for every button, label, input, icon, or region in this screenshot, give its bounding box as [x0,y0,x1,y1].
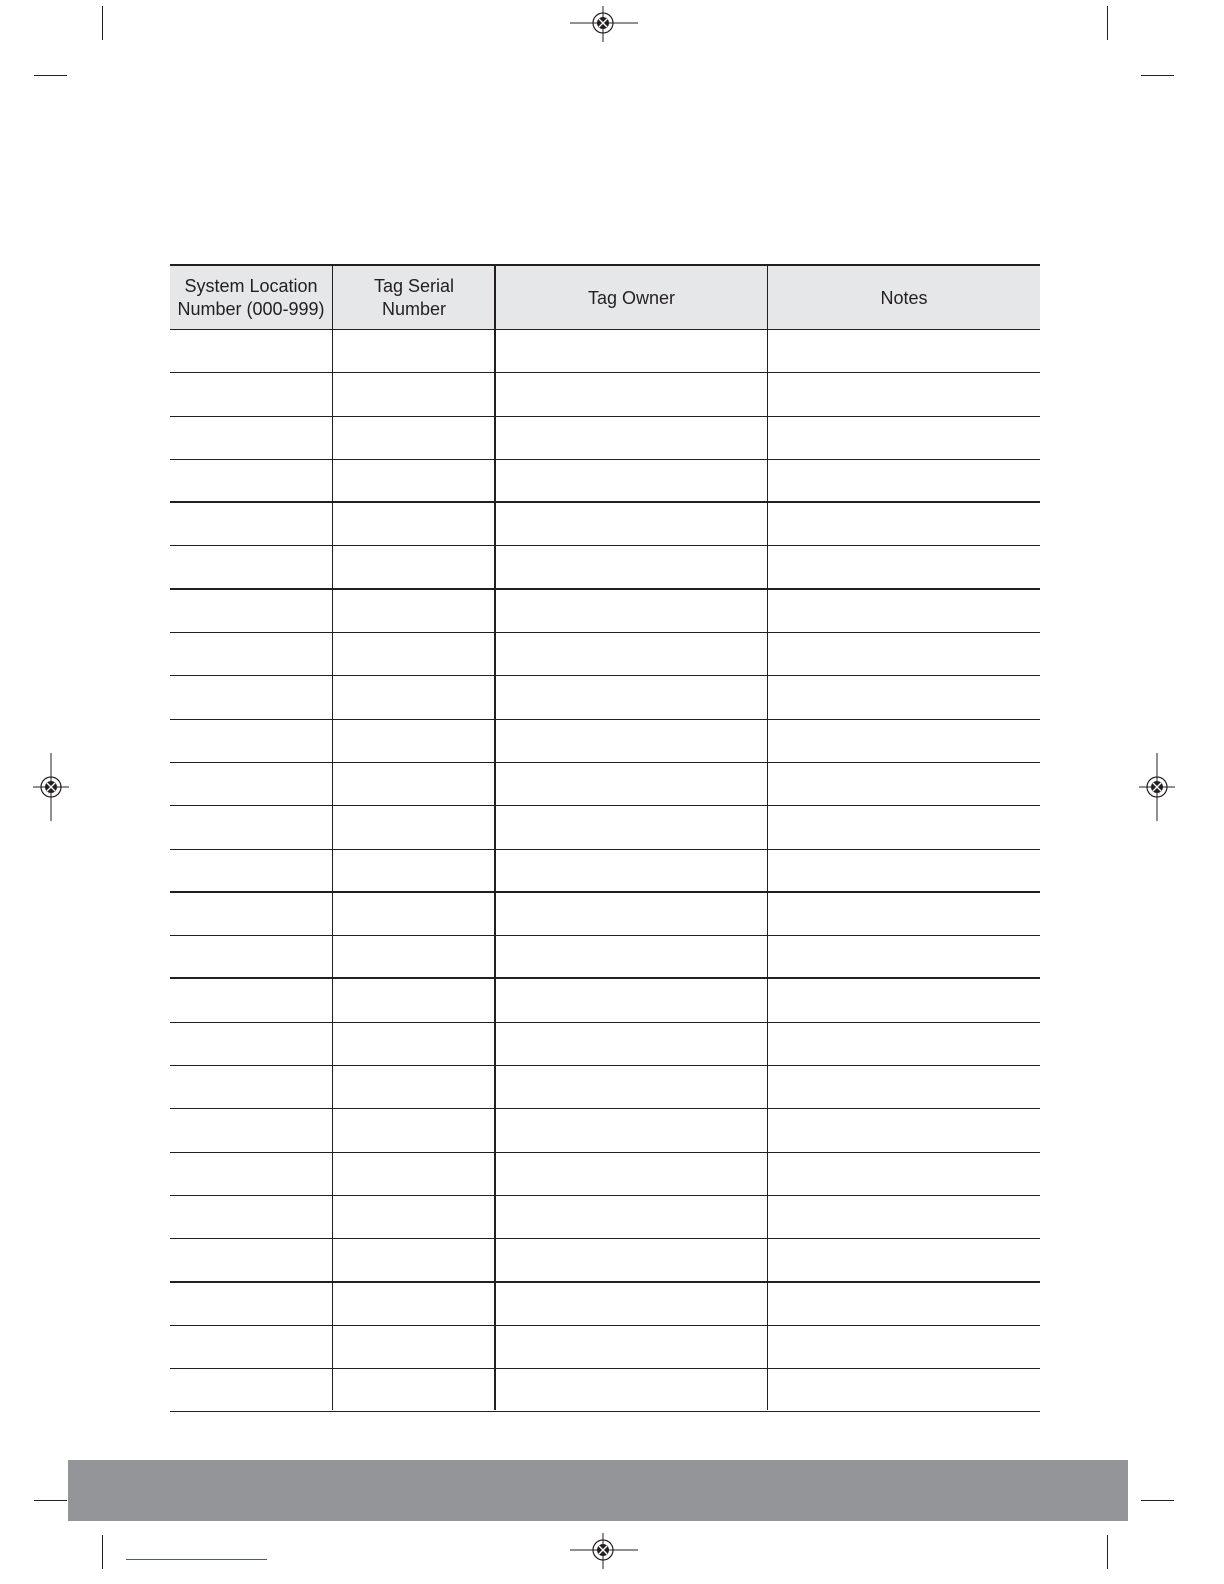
table-cell[interactable] [333,720,495,762]
table-cell[interactable] [768,1153,1040,1195]
table-cell[interactable] [496,850,767,891]
table-cell[interactable] [496,503,767,545]
table-cell[interactable] [768,1239,1040,1280]
table-cell[interactable] [333,979,495,1021]
table-cell[interactable] [333,1369,495,1411]
table-cell[interactable] [170,373,332,415]
table-cell[interactable] [333,936,495,977]
table-cell[interactable] [333,1283,495,1325]
table-row [170,1369,1040,1412]
registration-mark-icon [570,1533,638,1569]
column-header-notes: Notes [880,287,928,308]
column-header-tag-owner: Tag Owner [587,287,676,308]
table-cell[interactable] [170,590,332,632]
table-cell[interactable] [496,1239,767,1280]
table-cell[interactable] [496,1066,767,1108]
table-cell[interactable] [170,330,332,372]
table-row [170,373,1040,416]
table-row [170,720,1040,763]
table-cell[interactable] [768,633,1040,675]
registration-mark-icon [1139,753,1175,821]
table-cell[interactable] [496,720,767,762]
footer-bar [68,1460,1128,1521]
table-cell[interactable] [496,1109,767,1151]
table-cell[interactable] [333,763,495,805]
table-cell[interactable] [333,460,495,501]
table-row [170,1066,1040,1109]
table-cell[interactable] [496,806,767,848]
table-cell[interactable] [333,1326,495,1368]
table-body [170,330,1040,1412]
crop-mark [1141,1500,1174,1501]
table-cell[interactable] [170,979,332,1021]
table-cell[interactable] [496,373,767,415]
table-cell[interactable] [170,720,332,762]
table-cell[interactable] [768,1066,1040,1108]
table-row [170,1283,1040,1326]
table-cell[interactable] [170,1023,332,1065]
table-row [170,1109,1040,1152]
table-cell[interactable] [768,546,1040,587]
table-cell[interactable] [768,720,1040,762]
registration-mark-icon [570,6,638,42]
table-cell[interactable] [170,850,332,891]
table-cell[interactable] [496,1196,767,1238]
table-cell[interactable] [768,590,1040,632]
crop-mark [1107,1535,1108,1569]
table-cell[interactable] [768,936,1040,977]
table-cell[interactable] [333,1066,495,1108]
table-cell[interactable] [496,633,767,675]
table-cell[interactable] [496,1326,767,1368]
table-cell[interactable] [496,893,767,935]
column-divider [767,264,768,1410]
table-cell[interactable] [496,1023,767,1065]
table-cell[interactable] [496,676,767,718]
table-row [170,676,1040,719]
table-cell[interactable] [333,676,495,718]
table-cell[interactable] [768,676,1040,718]
table-cell[interactable] [496,590,767,632]
table-cell[interactable] [496,936,767,977]
table-row [170,330,1040,373]
column-divider [332,264,333,1410]
table-cell[interactable] [333,633,495,675]
table-cell[interactable] [768,1023,1040,1065]
table-cell[interactable] [496,1369,767,1411]
table-cell[interactable] [170,1153,332,1195]
crop-mark [34,75,67,76]
table-row [170,1023,1040,1066]
table-row [170,763,1040,806]
table-row [170,417,1040,460]
table-cell[interactable] [333,590,495,632]
table-row [170,590,1040,633]
table-cell[interactable] [768,1369,1040,1411]
table-cell[interactable] [768,1196,1040,1238]
table-row [170,806,1040,849]
table-cell[interactable] [768,850,1040,891]
table-header [170,264,1040,330]
column-header-system-location: System Location Number (000-999) [177,276,325,319]
table-cell[interactable] [333,850,495,891]
table-cell[interactable] [170,503,332,545]
table-cell[interactable] [768,460,1040,501]
table-cell[interactable] [333,1196,495,1238]
table-cell[interactable] [333,1153,495,1195]
crop-mark [1107,6,1108,40]
table-cell[interactable] [170,1239,332,1280]
crop-mark [102,1535,103,1569]
table-cell[interactable] [170,546,332,587]
table-row [170,633,1040,676]
table-cell[interactable] [496,460,767,501]
link-underline [126,1559,267,1560]
table-cell[interactable] [496,979,767,1021]
table-cell[interactable] [170,633,332,675]
table-cell[interactable] [333,1109,495,1151]
table-cell[interactable] [170,1066,332,1108]
table-cell[interactable] [170,1369,332,1411]
table-row [170,1239,1040,1282]
crop-mark [34,1500,67,1501]
table-cell[interactable] [170,1196,332,1238]
table-cell[interactable] [768,417,1040,459]
table-cell[interactable] [170,676,332,718]
table-cell[interactable] [333,1239,495,1280]
table-cell[interactable] [768,503,1040,545]
table-row [170,979,1040,1022]
table-cell[interactable] [496,1283,767,1325]
table-row [170,546,1040,589]
table-cell[interactable] [170,893,332,935]
table-cell[interactable] [333,546,495,587]
table-cell[interactable] [333,893,495,935]
crop-mark [1141,75,1174,76]
table-cell[interactable] [170,1109,332,1151]
table-row [170,1326,1040,1369]
table-cell[interactable] [768,979,1040,1021]
table-cell[interactable] [496,546,767,587]
table-cell[interactable] [170,1326,332,1368]
table-cell[interactable] [768,330,1040,372]
table-cell[interactable] [170,1283,332,1325]
table-row [170,503,1040,546]
table-cell[interactable] [496,1153,767,1195]
table-cell[interactable] [333,373,495,415]
table-cell[interactable] [768,1326,1040,1368]
registration-mark-icon [33,753,69,821]
column-divider [494,264,496,1410]
table-row [170,893,1040,936]
table-cell[interactable] [170,763,332,805]
table-cell[interactable] [496,417,767,459]
tag-log-table [170,264,1040,1412]
crop-mark [102,6,103,40]
table-row [170,460,1040,503]
table-cell[interactable] [333,330,495,372]
table-row [170,936,1040,979]
table-cell[interactable] [333,503,495,545]
table-cell[interactable] [768,763,1040,805]
table-cell[interactable] [170,460,332,501]
column-header-tag-serial: Tag Serial Number [373,276,455,319]
table-cell[interactable] [768,373,1040,415]
table-cell[interactable] [768,893,1040,935]
table-cell[interactable] [170,417,332,459]
table-row [170,850,1040,893]
table-cell[interactable] [496,763,767,805]
table-row [170,1196,1040,1239]
table-cell[interactable] [768,806,1040,848]
table-cell[interactable] [333,806,495,848]
table-cell[interactable] [333,1023,495,1065]
table-cell[interactable] [333,417,495,459]
table-cell[interactable] [768,1109,1040,1151]
table-cell[interactable] [170,936,332,977]
table-cell[interactable] [768,1283,1040,1325]
table-cell[interactable] [170,806,332,848]
table-cell[interactable] [496,330,767,372]
table-row [170,1153,1040,1196]
